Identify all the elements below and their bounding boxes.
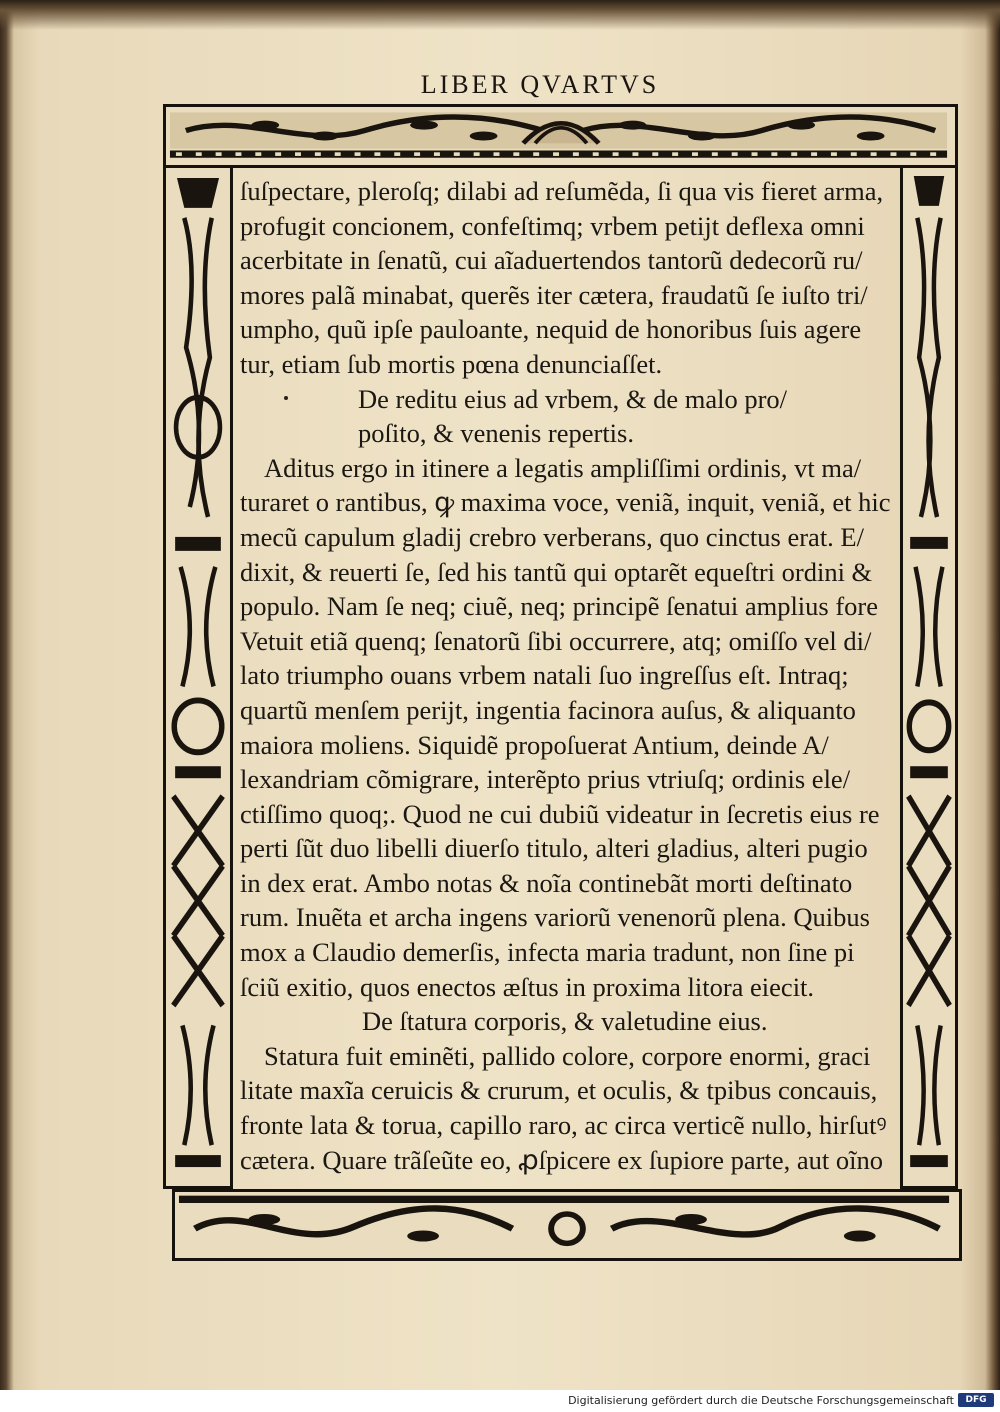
- section-heading: poſito, & venenis repertis.: [358, 418, 634, 449]
- text-line: ſuſpectare, pleroſq; dilabi ad reſumẽda, ſi qua vis fieret arma,: [240, 176, 884, 206]
- text-line: mores palã minabat, querẽs iter cætera, fraudatũ ſe iuſto tri/: [240, 279, 868, 310]
- woodcut-pillar-left: [163, 168, 233, 1189]
- text-line: acerbitate in ſenatũ, cui aĩaduertendos tantorũ dedecorũ ru/: [240, 245, 863, 276]
- text-line: ſciũ exitio, quos enectos æſtus in proxima litora eiecit.: [240, 971, 815, 1002]
- footer-strip: [0, 1390, 1000, 1412]
- text-line: Vetuit etiã quenq; ſenatorũ ſibi occurrere, atq; omiſſo vel di/: [240, 625, 872, 656]
- text-line: lato triumpho ouans vrbem natali ſuo ingreſſus eſt. Intraq;: [240, 660, 849, 691]
- text-line: mox a Claudio demerſis, infecta maria tradunt, non ſine pi: [240, 937, 855, 968]
- text-line: ctiſſimo quoq;. Quod ne cui dubiũ videatur in ſecretis eius re: [240, 798, 880, 829]
- text-line: in dex erat. Ambo notas & noĩa continebãt morti deſtinato: [240, 867, 853, 898]
- text-line: Statura fuit eminẽti, pallido colore, corpore enormi, graci: [264, 1040, 871, 1071]
- woodcut-border-top: [163, 104, 958, 168]
- text-line: turaret o rantibus, ꝙ maxima voce, veniã, inquit, veniã, et hic: [240, 487, 891, 518]
- section-heading: De ſtatura corporis, & valetudine eius.: [362, 1006, 768, 1037]
- text-line: litate maxĩa ceruicis & crurum, et oculis, & tpibus concauis,: [240, 1075, 878, 1106]
- text-line: lexandriam cõmigrare, interẽpto prius vtriuſq; ordinis ele/: [240, 764, 851, 795]
- text-line: profugit concionem, confeſtimq; vrbem petijt deflexa omni: [240, 210, 865, 241]
- text-line: populo. Nam ſe neq; ciuẽ, neq; principẽ ſenatui amplius fore: [240, 591, 879, 622]
- text-line: perti ſũt duo libelli diuerſo titulo, alteri gladius, alteri pugio: [240, 833, 868, 864]
- text-block: [240, 174, 900, 1177]
- text-line: maiora moliens. Siquidẽ propoſuerat Antium, deinde A/: [240, 729, 829, 760]
- woodcut-border-bottom: [172, 1189, 962, 1261]
- text-line: fronte lata & torua, capillo raro, ac circa verticẽ nullo, hirſutꝰ: [240, 1110, 887, 1141]
- text-line: Aditus ergo in itinere a legatis ampliſſimi ordinis, vt ma/: [264, 452, 862, 483]
- section-heading: De reditu eius ad vrbem, & de malo pro/: [358, 383, 788, 414]
- text-line: dixit, & reuerti ſe, ſed his tantũ qui optarẽt equeſtri ordini &: [240, 556, 873, 587]
- woodcut-pillar-right: [900, 168, 958, 1189]
- text-line: mecũ capulum gladij crebro verberans, quo cinctus erat. E/: [240, 521, 864, 552]
- text-line: quartũ menſem perijt, ingentia facinora auſus, & aliquanto: [240, 694, 856, 725]
- digitization-credit: Digitalisierung gefördert durch die Deutsche Forschungsgemeinschaft: [568, 1394, 954, 1407]
- dfg-logo: DFG: [958, 1393, 994, 1407]
- text-line: umpho, quũ ipſe pauloante, nequid de honoribus ſuis agere: [240, 314, 862, 345]
- text-line: rum. Inuẽta et archa ingens variorũ venenorũ plena. Quibus: [240, 902, 870, 933]
- text-line: tur, etiam ſub mortis pœna denunciaſſet.: [240, 348, 663, 379]
- running-head: LIBER QVARTVS: [420, 70, 660, 99]
- text-line: cætera. Quare trãſeũte eo, ꝓſpicere ex ſupiore parte, aut oĩno: [240, 1144, 883, 1175]
